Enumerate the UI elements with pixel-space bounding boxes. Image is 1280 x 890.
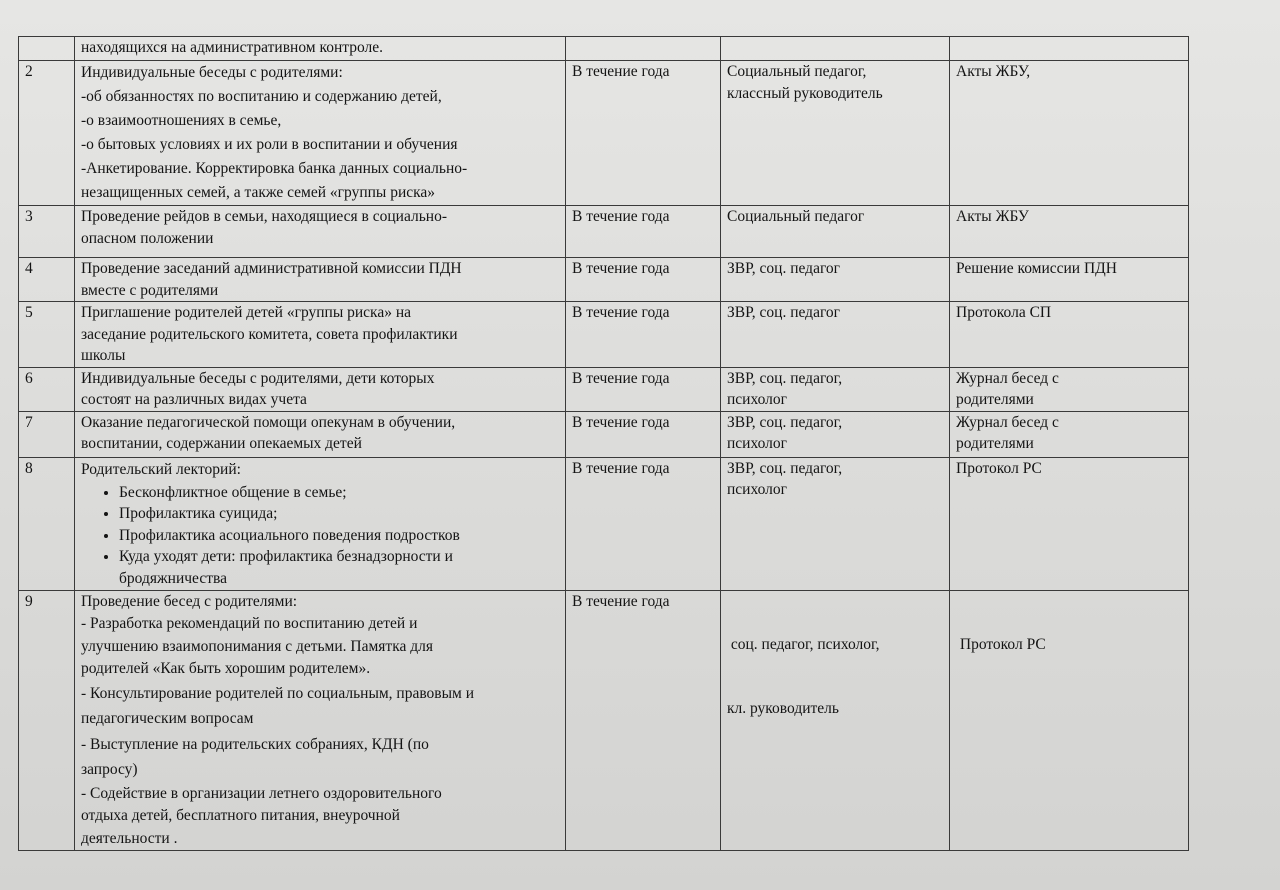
activity-line: - Разработка рекомендаций по воспитанию детей и [81,615,418,632]
activity-cell [75,258,566,302]
row-number: 9 [19,590,75,851]
activity-line: педагогическим вопросам [81,710,254,727]
responsible-line: Социальный педагог, [727,63,867,80]
responsible-cell [721,367,950,411]
responsible-line: ЗВР, соц. педагог [727,304,841,321]
activity-line: незащищенных семей, а также семей «группы риска» [81,184,436,201]
activity-line: - Консультирование родителей по социальным, правовым и [81,684,475,702]
activity-line: запросу) [81,761,138,778]
result-cell [950,367,1189,411]
responsible-line: соц. педагог, психолог, [727,635,880,653]
table-row [19,411,1189,457]
responsible-cell [721,258,950,302]
activity-line: воспитании, содержании опекаемых детей [81,435,362,452]
activity-cell [75,367,566,411]
result-cell [950,61,1189,206]
list-item: • Куда уходят дети: профилактика безнадзорности и бродяжничества [119,546,559,589]
responsible-line: кл. руководитель [727,700,839,717]
activity-line: опасном положении [81,229,214,247]
activity-line: состоят на различных видах учета [81,391,307,408]
timing-cell: В течение года [566,206,721,258]
row-number: 2 [19,61,75,206]
responsible-line: классный руководитель [727,84,883,102]
row-number: 5 [19,302,75,368]
table-row [19,37,1189,61]
table-row [19,367,1189,411]
responsible-line: ЗВР, соц. педагог, [727,413,843,431]
activity-line: Проведение заседаний административной комиссии ПДН [81,260,462,277]
result-line: родителями [956,391,1034,408]
list-item: • Профилактика суицида; [119,503,559,525]
timing-cell: В течение года [566,590,721,851]
table-row [19,258,1189,302]
responsible-cell [721,37,950,61]
responsible-line: ЗВР, соц. педагог, [727,459,843,477]
activity-line: отдыха детей, бесплатного питания, внеурочной [81,807,400,824]
activity-line: Индивидуальные беседы с родителями, дети которых [81,369,435,387]
activity-line: Проведение рейдов в семьи, находящиеся в социально- [81,208,447,225]
list-item: • Бесконфликтное общение в семье; [119,482,559,504]
table-row [19,590,1189,851]
timing-cell [566,37,721,61]
result-cell [950,302,1189,368]
activity-line: родителей «Как быть хорошим родителем». [81,660,371,677]
activity-line: Приглашение родителей детей «группы риска» на [81,304,412,321]
result-line: Журнал бесед с [956,413,1059,431]
table-row [19,61,1189,206]
activity-line: - Содействие в организации летнего оздоровительного [81,784,442,802]
activity-line: Индивидуальные беседы с родителями: [81,64,343,81]
activity-cell [75,37,566,61]
result-line: Протокол РС [956,459,1042,477]
result-line: родителями [956,435,1034,452]
timing-cell: В течение года [566,258,721,302]
result-line: Решение комиссии ПДН [956,260,1117,277]
activity-cell [75,206,566,258]
result-line: Журнал бесед с [956,369,1059,387]
result-line: Протокол РС [956,635,1046,653]
activity-line: -Анкетирование. Корректировка банка данных социально- [81,160,468,177]
activity-cell [75,302,566,368]
result-cell [950,457,1189,590]
responsible-line: ЗВР, соц. педагог, [727,369,843,387]
activity-line: -о бытовых условиях и их роли в воспитании и обучения [81,136,458,153]
responsible-line: психолог [727,391,788,408]
responsible-cell [721,457,950,590]
lecture-heading: Родительский лекторий: [81,460,241,478]
lecture-topics [81,482,559,590]
responsible-line: ЗВР, соц. педагог [727,260,841,277]
result-line: Протокола СП [956,304,1052,321]
result-cell [950,206,1189,258]
timing-cell: В течение года [566,302,721,368]
list-item: • Профилактика асоциального поведения подростков [119,525,559,547]
responsible-cell [721,61,950,206]
activity-cell [75,61,566,206]
timing-cell: В течение года [566,457,721,590]
responsible-line: Социальный педагог [727,208,865,225]
row-number: 6 [19,367,75,411]
responsible-line: психолог [727,435,788,452]
timing-cell: В течение года [566,61,721,206]
activity-cell [75,590,566,851]
responsible-cell [721,411,950,457]
activity-cell [75,411,566,457]
responsible-cell [721,206,950,258]
table-row [19,457,1189,590]
activity-cell [75,457,566,590]
result-cell [950,411,1189,457]
timing-cell: В течение года [566,411,721,457]
result-cell [950,37,1189,61]
result-cell [950,590,1189,851]
result-line: Акты ЖБУ [956,208,1029,225]
activity-line: находящихся на административном контроле. [81,39,384,56]
responsible-cell [721,590,950,851]
table-row [19,302,1189,368]
row-number: 8 [19,457,75,590]
activity-line: Оказание педагогической помощи опекунам в обучении, [81,413,456,431]
activity-line: школы [81,347,126,364]
activity-line: деятельности . [81,829,178,847]
activity-line: улучшению взаимопонимания с детьми. Памятка для [81,637,433,655]
activity-line: вместе с родителями [81,281,219,299]
activity-line: -о взаимоотношениях в семье, [81,112,282,129]
row-number: 3 [19,206,75,258]
result-cell [950,258,1189,302]
timing-cell: В течение года [566,367,721,411]
responsible-cell [721,302,950,368]
activity-line: - Выступление на родительских собраниях, КДН (по [81,735,429,753]
work-plan-table [18,36,1189,851]
activity-line: Проведение бесед с родителями: [81,592,298,610]
row-number: 4 [19,258,75,302]
row-number [19,37,75,61]
row-number: 7 [19,411,75,457]
responsible-line: психолог [727,481,788,498]
activity-line: -об обязанностях по воспитанию и содержанию детей, [81,88,442,105]
activity-line: заседание родительского комитета, совета профилактики [81,325,458,343]
result-line: Акты ЖБУ, [956,63,1031,80]
table-row [19,206,1189,258]
